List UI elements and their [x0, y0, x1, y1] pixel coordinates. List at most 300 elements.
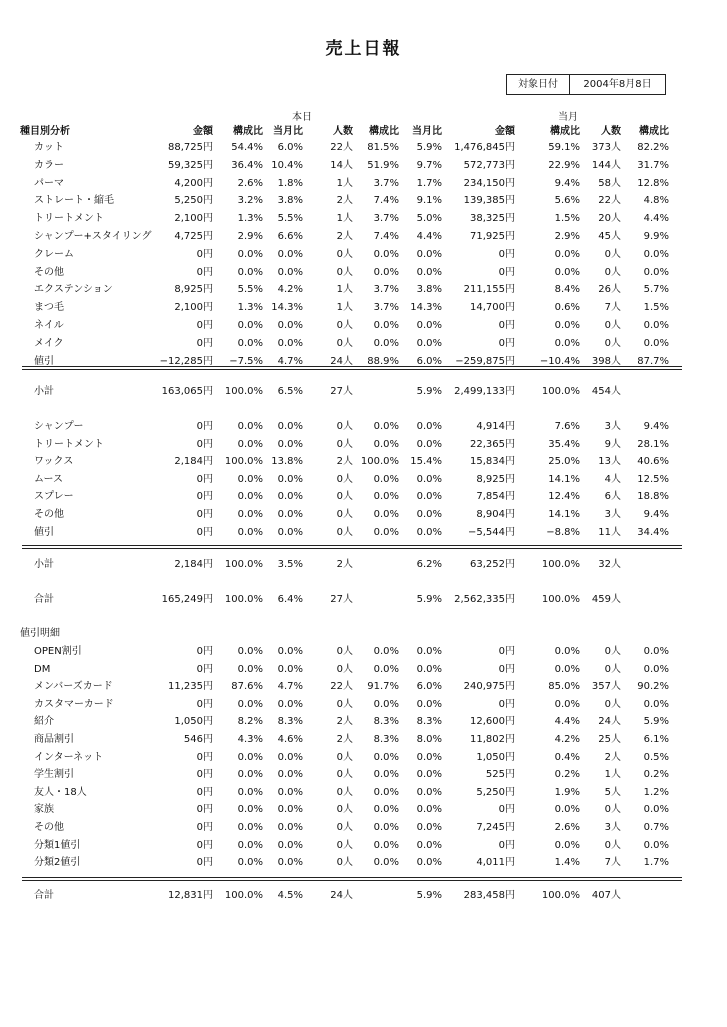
cell: 0.0%: [416, 320, 442, 331]
cell: 22,365円: [470, 438, 515, 450]
cell: 10.4%: [271, 159, 303, 171]
table-row: [0, 248, 727, 262]
cell: 0円: [196, 857, 213, 869]
cell: 100.0%: [224, 456, 263, 468]
cell: 3.7%: [373, 284, 399, 296]
cell: 2人: [336, 195, 353, 207]
cell: 0人: [604, 839, 621, 851]
cell: 234,150円: [463, 177, 515, 189]
cell: 0.0%: [237, 320, 263, 331]
cell: 0.0%: [277, 438, 303, 450]
row-label: シャンプー+スタイリング: [34, 231, 152, 242]
cell: 0円: [196, 473, 213, 485]
cell: 27人: [330, 386, 353, 397]
cell: 4.7%: [277, 681, 303, 693]
group-header-month: 当月: [558, 112, 578, 123]
cell: 54.4%: [231, 142, 263, 153]
page-title: 売上日報: [325, 39, 402, 59]
cell: 0.0%: [416, 248, 442, 260]
cell: 0人: [604, 248, 621, 260]
cell: 4,725円: [174, 231, 213, 242]
cell: 7.4%: [373, 231, 399, 242]
cell: 12.8%: [637, 177, 669, 189]
column-header: 構成比: [233, 126, 263, 137]
row-label: 友人・18人: [34, 786, 87, 798]
cell: 27人: [330, 594, 353, 605]
cell: 20人: [598, 213, 621, 225]
cell: 2人: [336, 231, 353, 242]
cell: 0.0%: [554, 266, 580, 278]
cell: 14,700円: [470, 302, 515, 314]
cell: 0人: [336, 526, 353, 538]
cell: 0人: [604, 320, 621, 331]
cell: 0.0%: [373, 337, 399, 349]
row-label: その他: [34, 822, 64, 833]
cell: 0人: [336, 663, 353, 675]
cell: 0.0%: [643, 698, 669, 710]
cell: 13人: [598, 456, 621, 468]
table-row: [0, 490, 727, 504]
row-label: メイク: [34, 337, 64, 349]
cell: 4.8%: [643, 195, 669, 207]
row-label: トリートメント: [34, 213, 104, 225]
cell: 0.0%: [373, 804, 399, 816]
table-row: [0, 283, 727, 297]
cell: 8.3%: [277, 716, 303, 728]
cell: 0.0%: [643, 266, 669, 278]
cell: 0人: [336, 248, 353, 260]
cell: 0.0%: [643, 804, 669, 816]
cell: 0円: [498, 320, 515, 331]
cell: 2.9%: [554, 231, 580, 242]
row-label: メンバーズカード: [34, 681, 113, 693]
cell: 5.5%: [277, 213, 303, 225]
cell: 0.0%: [416, 786, 442, 798]
cell: 0.0%: [277, 473, 303, 485]
cell: 1.9%: [554, 786, 580, 798]
row-label: 分類1値引: [34, 839, 81, 851]
cell: 38,325円: [470, 213, 515, 225]
row-label: パーマ: [34, 177, 64, 189]
cell: 0.0%: [373, 751, 399, 763]
cell: 0円: [196, 266, 213, 278]
cell: 0.0%: [277, 857, 303, 869]
subtotal-row: [0, 385, 727, 399]
cell: 2人: [336, 734, 353, 745]
cell: 525円: [485, 769, 515, 781]
cell: 59,325円: [168, 159, 213, 171]
cell: 3.7%: [373, 302, 399, 314]
cell: 8.3%: [373, 734, 399, 745]
cell: 0人: [604, 646, 621, 657]
cell: 0.0%: [373, 663, 399, 675]
cell: 0人: [336, 786, 353, 798]
cell: 0人: [336, 337, 353, 349]
cell: 2.9%: [237, 231, 263, 242]
divider: [22, 366, 682, 370]
cell: 0円: [196, 769, 213, 781]
cell: 0.0%: [554, 646, 580, 657]
cell: 0.2%: [643, 769, 669, 781]
cell: 283,458円: [463, 890, 515, 901]
cell: 0人: [336, 822, 353, 833]
cell: 0.0%: [373, 822, 399, 833]
cell: 7,245円: [476, 822, 515, 833]
cell: 407人: [591, 890, 621, 901]
cell: 0.0%: [416, 839, 442, 851]
section-label-text: 値引明細: [20, 628, 60, 639]
cell: 0.0%: [237, 646, 263, 657]
cell: 0.0%: [373, 421, 399, 432]
total-row: [0, 889, 727, 903]
cell: 4.4%: [643, 213, 669, 225]
section1-label: 種目別分析: [20, 126, 70, 137]
cell: 0.6%: [554, 302, 580, 314]
cell: 14人: [330, 159, 353, 171]
group-header-today: 本日: [292, 112, 312, 123]
cell: 2人: [336, 716, 353, 728]
cell: 0.0%: [416, 438, 442, 450]
cell: 0.0%: [416, 698, 442, 710]
cell: 0円: [196, 786, 213, 798]
cell: 4.4%: [416, 231, 442, 242]
cell: 11,802円: [470, 734, 515, 745]
cell: 0.0%: [277, 751, 303, 763]
cell: 6.4%: [277, 594, 303, 605]
cell: 4,200円: [174, 177, 213, 189]
cell: −10.4%: [539, 355, 580, 367]
cell: 31.7%: [637, 159, 669, 171]
cell: 454人: [591, 386, 621, 397]
cell: 0.0%: [277, 509, 303, 520]
cell: 0人: [604, 698, 621, 710]
cell: 100.0%: [224, 594, 263, 605]
subtotal-row: [0, 558, 727, 572]
cell: 163,065円: [161, 386, 213, 397]
cell: 9.7%: [416, 159, 442, 171]
cell: 165,249円: [161, 594, 213, 605]
row-label: ネイル: [34, 320, 64, 331]
cell: 15,834円: [470, 456, 515, 468]
cell: 5.6%: [554, 195, 580, 207]
table-row: [0, 212, 727, 226]
cell: 139,385円: [463, 195, 515, 207]
cell: 0人: [336, 839, 353, 851]
row-label: ワックス: [34, 456, 74, 468]
cell: 0.0%: [237, 337, 263, 349]
cell: 0.0%: [277, 248, 303, 260]
cell: 0.0%: [277, 320, 303, 331]
cell: 0.0%: [277, 786, 303, 798]
cell: 0.7%: [643, 822, 669, 833]
row-label: 紹介: [34, 716, 54, 728]
cell: 0.0%: [416, 646, 442, 657]
cell: 63,252円: [470, 559, 515, 570]
cell: 0.0%: [373, 698, 399, 710]
cell: 85.0%: [548, 681, 580, 693]
cell: 1人: [604, 769, 621, 781]
row-label: OPEN割引: [34, 646, 82, 657]
cell: 1,476,845円: [454, 142, 515, 153]
cell: 0円: [498, 337, 515, 349]
cell: 0.0%: [277, 491, 303, 503]
column-header: 人数: [601, 126, 621, 137]
cell: 12,831円: [168, 890, 213, 901]
cell: 24人: [598, 716, 621, 728]
cell: 0円: [196, 751, 213, 763]
table-row: [0, 319, 727, 333]
cell: 0人: [604, 663, 621, 675]
cell: 6.0%: [416, 681, 442, 693]
cell: 12.4%: [548, 491, 580, 503]
table-row: [0, 698, 727, 712]
cell: 0.0%: [373, 646, 399, 657]
cell: 0円: [196, 248, 213, 260]
cell: 0円: [196, 421, 213, 432]
cell: 6.5%: [277, 386, 303, 397]
table-row: [0, 266, 727, 280]
cell: 100.0%: [541, 386, 580, 397]
cell: 0.0%: [373, 526, 399, 538]
cell: 1.4%: [554, 857, 580, 869]
cell: 0.0%: [643, 663, 669, 675]
cell: 36.4%: [231, 159, 263, 171]
table-row: [0, 821, 727, 835]
section-label: [0, 627, 727, 641]
cell: 0.0%: [416, 509, 442, 520]
cell: 0円: [196, 698, 213, 710]
cell: 4.4%: [554, 716, 580, 728]
total-row: [0, 593, 727, 607]
table-row: [0, 786, 727, 800]
cell: 18.8%: [637, 491, 669, 503]
cell: 0.0%: [554, 839, 580, 851]
cell: 0.0%: [416, 491, 442, 503]
cell: 2,562,335円: [454, 594, 515, 605]
cell: 0円: [498, 266, 515, 278]
cell: 2人: [604, 751, 621, 763]
cell: 0人: [336, 438, 353, 450]
cell: 0.0%: [554, 337, 580, 349]
cell: 3.2%: [237, 195, 263, 207]
row-label: トリートメント: [34, 438, 104, 450]
cell: 91.7%: [367, 681, 399, 693]
cell: 0.0%: [237, 751, 263, 763]
cell: 0.0%: [373, 266, 399, 278]
cell: 0円: [196, 804, 213, 816]
cell: 3.8%: [277, 195, 303, 207]
cell: 1人: [336, 177, 353, 189]
cell: 0.0%: [277, 526, 303, 538]
row-label: エクステンション: [34, 284, 113, 296]
table-row: [0, 645, 727, 659]
cell: 8,904円: [476, 509, 515, 520]
cell: 58人: [598, 177, 621, 189]
table-row: [0, 856, 727, 870]
cell: 2,184円: [174, 456, 213, 468]
cell: 0人: [336, 509, 353, 520]
cell: 7.6%: [554, 421, 580, 432]
cell: 25.0%: [548, 456, 580, 468]
table-row: [0, 768, 727, 782]
cell: 0人: [604, 266, 621, 278]
cell: 0.0%: [416, 822, 442, 833]
cell: 5,250円: [174, 195, 213, 207]
cell: 13.8%: [271, 456, 303, 468]
cell: 9.4%: [643, 421, 669, 432]
cell: 9.1%: [416, 195, 442, 207]
cell: 12,600円: [470, 716, 515, 728]
cell: 28.1%: [637, 438, 669, 450]
cell: 2,184円: [174, 559, 213, 570]
cell: 0.0%: [373, 473, 399, 485]
cell: 5.9%: [643, 716, 669, 728]
cell: 5.9%: [416, 142, 442, 153]
cell: 24人: [330, 355, 353, 367]
cell: 6.1%: [643, 734, 669, 745]
cell: 7人: [604, 857, 621, 869]
cell: −7.5%: [229, 355, 263, 367]
cell: 15.4%: [410, 456, 442, 468]
cell: 0人: [336, 320, 353, 331]
divider: [22, 877, 682, 881]
cell: 1人: [336, 302, 353, 314]
date-label: 対象日付: [507, 75, 570, 94]
cell: 8,925円: [476, 473, 515, 485]
cell: 0円: [196, 509, 213, 520]
cell: 5.9%: [416, 890, 442, 901]
cell: 1.2%: [643, 786, 669, 798]
column-header: 人数: [333, 126, 353, 137]
cell: 0人: [336, 769, 353, 781]
cell: 0円: [196, 663, 213, 675]
table-row: [0, 526, 727, 540]
cell: 9.4%: [554, 177, 580, 189]
cell: 0.0%: [416, 804, 442, 816]
row-label: カット: [34, 142, 64, 153]
row-label: まつ毛: [34, 302, 64, 314]
cell: 0.0%: [277, 266, 303, 278]
cell: 3.5%: [277, 559, 303, 570]
cell: 3人: [604, 421, 621, 432]
table-row: [0, 159, 727, 173]
cell: 0.0%: [416, 663, 442, 675]
cell: 0.0%: [373, 509, 399, 520]
cell: 22.9%: [548, 159, 580, 171]
cell: 87.7%: [637, 355, 669, 367]
row-label: クレーム: [34, 248, 74, 260]
table-row: [0, 438, 727, 452]
cell: 0.0%: [554, 320, 580, 331]
column-header: 金額: [495, 126, 515, 137]
cell: 14.1%: [548, 473, 580, 485]
row-label: 小計: [34, 559, 54, 570]
column-header: 構成比: [550, 126, 580, 137]
cell: 0円: [196, 646, 213, 657]
cell: 9人: [604, 438, 621, 450]
cell: 1.7%: [643, 857, 669, 869]
cell: 0.0%: [277, 663, 303, 675]
cell: 0.0%: [237, 491, 263, 503]
cell: 0人: [336, 804, 353, 816]
cell: 81.5%: [367, 142, 399, 153]
cell: 0.4%: [554, 751, 580, 763]
cell: 82.2%: [637, 142, 669, 153]
cell: 0.0%: [237, 438, 263, 450]
cell: 0円: [196, 526, 213, 538]
table-row: [0, 839, 727, 853]
cell: 0.0%: [237, 526, 263, 538]
cell: 2人: [336, 456, 353, 468]
cell: 87.6%: [231, 681, 263, 693]
cell: 4.5%: [277, 890, 303, 901]
cell: 3人: [604, 822, 621, 833]
cell: 34.4%: [637, 526, 669, 538]
cell: 32人: [598, 559, 621, 570]
cell: 0.0%: [416, 337, 442, 349]
cell: 1.5%: [643, 302, 669, 314]
cell: 572,773円: [463, 159, 515, 171]
cell: 40.6%: [637, 456, 669, 468]
cell: 0.0%: [643, 320, 669, 331]
cell: 22人: [598, 195, 621, 207]
cell: 0人: [336, 751, 353, 763]
cell: 0.0%: [237, 421, 263, 432]
row-label: ムース: [34, 473, 63, 485]
cell: 8.4%: [554, 284, 580, 296]
divider: [22, 545, 682, 549]
table-row: [0, 751, 727, 765]
row-label: ストレート・縮毛: [34, 195, 114, 207]
cell: 7.4%: [373, 195, 399, 207]
cell: 0.0%: [643, 337, 669, 349]
cell: 6.0%: [277, 142, 303, 153]
cell: 4.2%: [277, 284, 303, 296]
cell: 90.2%: [637, 681, 669, 693]
cell: −5,544円: [467, 526, 515, 538]
cell: 22人: [330, 681, 353, 693]
date-value: 2004年8月8日: [583, 79, 652, 90]
cell: 0円: [196, 839, 213, 851]
cell: 4,914円: [476, 421, 515, 432]
cell: 0人: [604, 804, 621, 816]
table-row: [0, 473, 727, 487]
cell: 0.0%: [237, 769, 263, 781]
cell: 0.0%: [277, 698, 303, 710]
table-row: [0, 715, 727, 729]
cell: 0円: [196, 491, 213, 503]
cell: 0.0%: [277, 769, 303, 781]
cell: 0.0%: [373, 248, 399, 260]
cell: 0.0%: [416, 421, 442, 432]
cell: 373人: [591, 142, 621, 153]
cell: 51.9%: [367, 159, 399, 171]
cell: 14.1%: [548, 509, 580, 520]
cell: 0.0%: [237, 266, 263, 278]
cell: 0.0%: [373, 320, 399, 331]
table-row: [0, 455, 727, 469]
cell: 0.0%: [373, 438, 399, 450]
cell: 0円: [498, 804, 515, 816]
cell: 6.6%: [277, 231, 303, 242]
row-label: 家族: [34, 804, 54, 816]
table-row: [0, 680, 727, 694]
cell: 0.0%: [416, 751, 442, 763]
cell: 24人: [330, 890, 353, 901]
cell: −12,285円: [159, 355, 213, 367]
cell: 0人: [336, 473, 353, 485]
cell: 2,499,133円: [454, 386, 515, 397]
